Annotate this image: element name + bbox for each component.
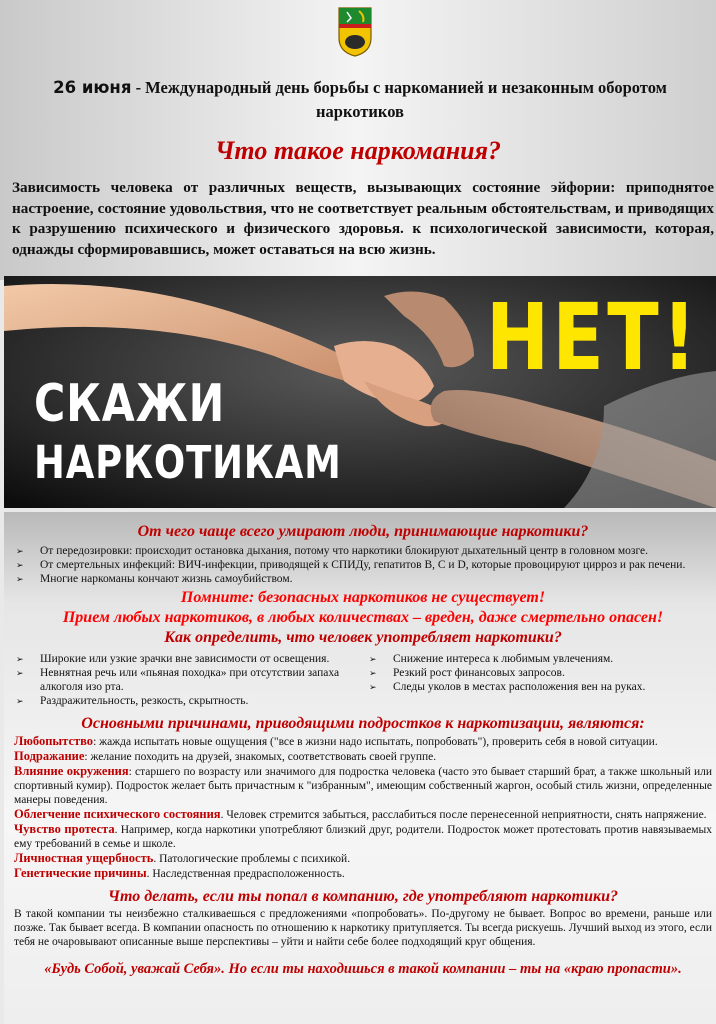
cause-text: . Например, когда наркотики употребляют близкий друг, родители. Подросток может протестовать против навязываемых ему требований в семье и школе. (14, 824, 712, 850)
lower-section (4, 512, 716, 1024)
cause-item (14, 749, 712, 764)
cause-item (14, 866, 712, 881)
cause-term: Облегчение психического состояния (14, 807, 221, 821)
banner-text-no: НЕТ! (486, 284, 700, 391)
coat-of-arms-icon (337, 6, 373, 58)
list-item: ➢ От передозировки: происходит остановка дыхания, потому что наркотики блокируют дыхательный центр в головном мозге. (14, 544, 712, 558)
death-list (14, 544, 712, 586)
cause-item (14, 822, 712, 851)
list-item: ➢ От смертельных инфекций: ВИЧ-инфекции, приводящей к СПИДу, гепатитов В, С и D, которые провоцируют цирроз и рак печени. (14, 558, 712, 572)
cause-term: Личностная ущербность (14, 851, 154, 865)
cause-term: Генетические причины (14, 866, 147, 880)
cause-text: : желание походить на друзей, знакомых, соответствовать своей группе. (84, 751, 437, 763)
cause-text: . Наследственная предрасположенность. (146, 868, 345, 880)
page-headline (8, 76, 712, 124)
cause-item (14, 734, 712, 749)
warning-line-1: Помните: безопасных наркотиков не существует! (180, 589, 546, 606)
signs-list-left (14, 652, 359, 708)
cause-text: : жажда испытать новые ощущения ("все в жизни надо испытать, попробовать"), проверить себя в новой ситуации. (93, 736, 658, 748)
cause-term: Чувство протеста (14, 822, 115, 836)
warning-line-2: Прием любых наркотиков, в любых количествах – вреден, даже смертельно опасен! (62, 609, 664, 626)
cause-text: . Человек стремится забыться, расслабиться после перенесенной неприятности, снять напряжение. (220, 809, 707, 821)
cause-term: Влияние окружения (14, 764, 129, 778)
list-item: ➢ Широкие или узкие зрачки вне зависимости от освещения. (14, 652, 359, 666)
question-heading: Что такое наркомания? (214, 136, 501, 165)
signs-heading: Как определить, что человек употребляет наркотики? (164, 629, 562, 646)
cause-term: Подражание (14, 749, 85, 763)
list-item: ➢ Резкий рост финансовых запросов. (367, 666, 712, 680)
final-slogan: «Будь Собой, уважай Себя». Но если ты находишься в такой компании – ты на «краю пропасти». (44, 961, 682, 977)
top-section (0, 0, 716, 280)
cause-item (14, 764, 712, 807)
cause-term: Любопытство (14, 734, 94, 748)
headline-title: - Международный день борьбы с наркоманией и незаконным оборотом наркотиков (131, 78, 667, 121)
cause-item (14, 851, 712, 866)
cause-item (14, 807, 712, 822)
banner-text-say: СКАЖИ (34, 374, 226, 434)
list-item: ➢ Многие наркоманы кончают жизнь самоубийством. (14, 572, 712, 586)
headline-date: 26 июня (53, 78, 132, 97)
banner-text-drugs: НАРКОТИКАМ (34, 436, 342, 489)
say-no-banner (4, 276, 716, 508)
intro-paragraph: Зависимость человека от различных веществ, вызывающих состояние эйфории: приподнятое настроение, состояние удовольствия, что не соответствует реальным обстоятельствам, и приводящих к разрушению психического и физического здоровья. к психологической зависимости, которая, однажды сформировавшись, может оставаться на всю жизнь. (12, 179, 714, 258)
company-text: В такой компании ты неизбежно сталкиваешься с предложениями «попробовать». По-другому не бывает. Вопрос во времени, раньше или позже. Так бывает всегда. В компании опасность по отношению к наркотику притупляется. Ты всегда рискуешь. Лучший выход из этого, если тебя не очаровывают описанные выше перспективы – уйти и найти себе более подходящий круг общения. (14, 908, 712, 948)
list-item: ➢ Снижение интереса к любимым увлечениям. (367, 652, 712, 666)
company-heading: Что делать, если ты попал в компанию, где употребляют наркотики? (107, 888, 618, 905)
cause-text: . Патологические проблемы с психикой. (153, 853, 351, 865)
list-item: ➢ Невнятная речь или «пьяная походка» при отсутствии запаха алкоголя изо рта. (14, 666, 359, 694)
causes-heading: Основными причинами, приводящими подростков к наркотизации, являются: (81, 715, 645, 732)
list-item: ➢ Раздражительность, резкость, скрытность. (14, 694, 359, 708)
list-item: ➢ Следы уколов в местах расположения вен на руках. (367, 680, 712, 694)
signs-list-right (367, 652, 712, 708)
cause-text: : старшего по возрасту или значимого для подростка человека (часто это бывает старший брат, а также школьный или спортивный кумир). Подросток желает быть причастным к "избранным", имеющим собственный жаргон, особый стиль жизни, определенные манеры поведения. (14, 766, 712, 806)
death-heading: От чего чаще всего умирают люди, принимающие наркотики? (137, 523, 589, 540)
signs-columns (14, 650, 712, 710)
